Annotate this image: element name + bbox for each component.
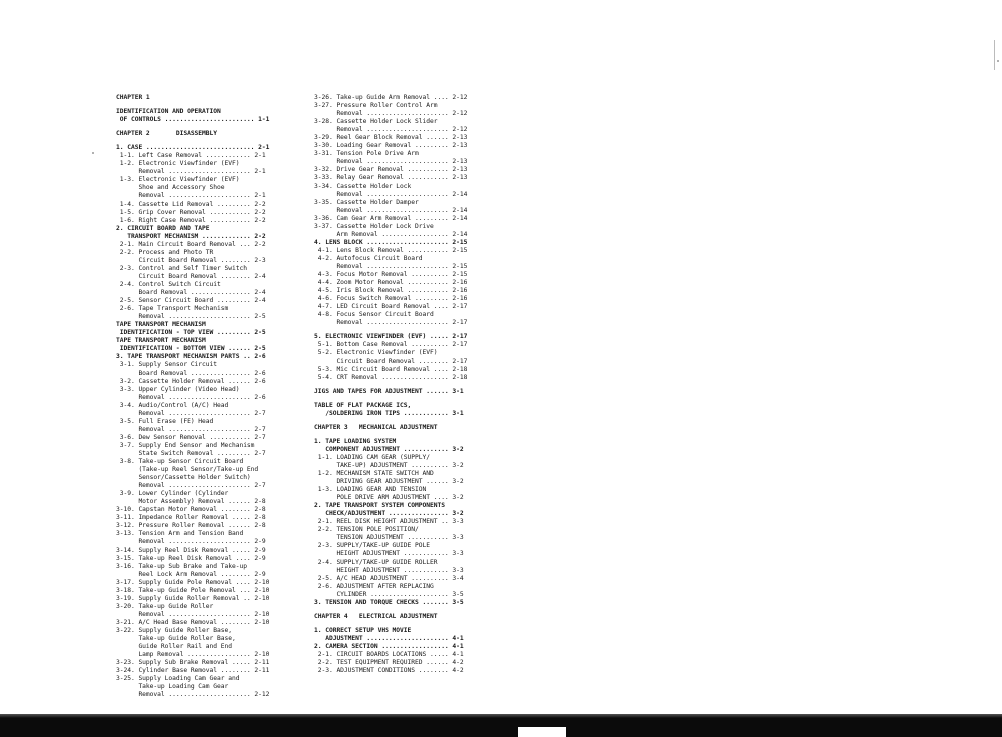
toc-entry: State Switch Removal ......... 2-7 <box>116 449 266 457</box>
toc-heading: IDENTIFICATION AND OPERATION <box>116 108 221 116</box>
toc-heading: 1. CORRECT SETUP VHS MOVIE <box>314 626 412 634</box>
toc-entry: 3-3. Upper Cylinder (Video Head) <box>116 385 240 393</box>
toc-entry: 3-32. Drive Gear Removal ........... 2-13 <box>314 166 468 174</box>
toc-entry: Arm Removal .................. 2-14 <box>314 230 468 238</box>
toc-entry: Removal ...................... 2-15 <box>314 262 468 270</box>
toc-entry: 4-2. Autofocus Circuit Board <box>314 254 423 262</box>
toc-entry: HEIGHT ADJUSTMENT ............ 3-3 <box>314 550 464 558</box>
toc-heading: 5. ELECTRONIC VIEWFINDER (EVF) ..... 2-17 <box>314 333 468 341</box>
toc-entry: 2-2. TENSION POLE POSITION/ <box>314 526 419 534</box>
toc-heading: CHAPTER 3 MECHANICAL ADJUSTMENT <box>314 423 438 431</box>
toc-entry: 3-16. Take-up Sub Brake and Take-up <box>116 562 247 570</box>
toc-entry: 2-4. Control Switch Circuit <box>116 280 221 288</box>
toc-entry: 1-3. Electronic Viewfinder (EVF) <box>116 176 240 184</box>
toc-entry: 3-30. Loading Gear Removal ......... 2-13 <box>314 142 468 150</box>
toc-entry: Motor Assembly) Removal ...... 2-8 <box>116 498 266 506</box>
scan-white-tab <box>518 727 566 737</box>
toc-entry: 3-22. Supply Guide Roller Base, <box>116 627 232 634</box>
toc-entry: 3-8. Take-up Sensor Circuit Board <box>116 458 244 466</box>
toc-entry: Circuit Board Removal ........ 2-4 <box>116 272 266 280</box>
toc-entry: 3-37. Cassette Holder Lock Drive <box>314 222 434 230</box>
toc-entry: DRIVING GEAR ADJUSTMENT ...... 3-2 <box>314 478 464 486</box>
toc-entry: 4-5. Iris Block Removal ........... 2-16 <box>314 287 468 295</box>
toc-heading: 4. LENS BLOCK ...................... 2-15 <box>314 238 468 246</box>
toc-heading: 2. CAMERA SECTION .................. 4-1 <box>314 642 464 650</box>
toc-entry: Removal ...................... 2-12 <box>314 126 468 134</box>
toc-entry: 4-8. Focus Sensor Circuit Board <box>314 311 434 319</box>
toc-entry: 3-12. Pressure Roller Removal ...... 2-8 <box>116 522 266 530</box>
toc-entry: 3-24. Cylinder Base Removal ........ 2-11 <box>116 667 270 675</box>
toc-entry: 3-5. Full Erase (FE) Head <box>116 417 214 425</box>
toc-entry: 4-4. Zoom Motor Removal ........... 2-16 <box>314 279 468 287</box>
toc-entry: 2-2. TEST EQUIPMENT REQUIRED ...... 4-2 <box>314 659 464 667</box>
toc-entry: Board Removal ................ 2-6 <box>116 369 266 377</box>
toc-entry: 1-3. LOADING GEAR AND TENSION <box>314 486 427 494</box>
toc-entry: 2-1. CIRCUIT BOARDS LOCATIONS ..... 4-1 <box>314 651 464 658</box>
scan-bottom-border <box>0 714 1002 737</box>
toc-heading: CHECK/ADJUSTMENT ................ 3-2 <box>314 510 464 518</box>
toc-entry: 3-14. Supply Reel Disk Removal ..... 2-9 <box>116 546 266 554</box>
toc-entry: 4-3. Focus Motor Removal .......... 2-15 <box>314 271 468 279</box>
toc-entry: TAKE-UP) ADJUSTMENT .......... 3-2 <box>314 461 464 469</box>
toc-heading: CHAPTER 1 <box>116 94 150 101</box>
toc-entry: 2-6. ADJUSTMENT AFTER REPLACING <box>314 582 434 590</box>
toc-entry: 2-3. SUPPLY/TAKE-UP GUIDE POLE <box>314 542 430 550</box>
toc-right-column <box>314 94 499 675</box>
toc-entry: 1-2. MECHANISM STATE SWITCH AND <box>314 470 434 478</box>
toc-entry: 2-2. Process and Photo TR <box>116 248 214 256</box>
toc-entry: 3-13. Tension Arm and Tension Band <box>116 530 244 538</box>
toc-entry: 3-31. Tension Pole Drive Arm <box>314 150 419 158</box>
toc-entry: 3-19. Supply Guide Roller Removal .. 2-10 <box>116 594 270 602</box>
toc-entry: Removal ...................... 2-17 <box>314 319 468 327</box>
toc-entry: Take-up Guide Roller Base, <box>116 635 236 643</box>
toc-entry: 1-2. Electronic Viewfinder (EVF) <box>116 160 240 168</box>
toc-entry: 2-1. REEL DISK HEIGHT ADJUSTMENT .. 3-3 <box>314 518 464 526</box>
toc-entry: 3-6. Dew Sensor Removal ........... 2-7 <box>116 433 266 441</box>
toc-entry: Removal ...................... 2-12 <box>116 691 270 699</box>
toc-entry: Take-up Loading Cam Gear <box>116 683 229 691</box>
toc-entry: Removal ...................... 2-7 <box>116 409 266 417</box>
toc-heading: CHAPTER 4 ELECTRICAL ADJUSTMENT <box>314 612 438 620</box>
toc-entry: 3-15. Take-up Reel Disk Removal .... 2-9 <box>116 554 266 562</box>
scan-speck <box>997 60 999 62</box>
toc-entry: 2-4. SUPPLY/TAKE-UP GUIDE ROLLER <box>314 558 438 566</box>
toc-entry: 3-35. Cassette Holder Damper <box>314 198 419 206</box>
toc-heading: TAPE TRANSPORT MECHANISM <box>116 321 206 329</box>
toc-entry: (Take-up Reel Sensor/Take-up End <box>116 466 259 474</box>
toc-entry: 5-1. Bottom Case Removal .......... 2-17 <box>314 341 468 349</box>
toc-entry: 2-1. Main Circuit Board Removal ... 2-2 <box>116 240 266 248</box>
toc-entry: 2-5. A/C HEAD ADJUSTMENT .......... 3-4 <box>314 574 464 582</box>
toc-heading: 2. TAPE TRANSPORT SYSTEM COMPONENTS <box>314 502 445 510</box>
toc-entry: 3-17. Supply Guide Pole Removal .... 2-10 <box>116 578 270 586</box>
toc-entry: 5-2. Electronic Viewfinder (EVF) <box>314 349 438 357</box>
toc-entry: Shoe and Accessory Shoe <box>116 184 225 192</box>
toc-entry: 3-18. Take-up Guide Pole Removal ... 2-10 <box>116 586 270 594</box>
toc-entry: 4-7. LED Circuit Board Removal .... 2-17 <box>314 303 468 311</box>
toc-entry: 3-27. Pressure Roller Control Arm <box>314 102 438 110</box>
toc-entry: Removal ...................... 2-5 <box>116 313 266 321</box>
toc-entry: 3-23. Supply Sub Brake Removal ..... 2-11 <box>116 659 270 667</box>
toc-entry: Reel Lock Arm Removal ........ 2-9 <box>116 570 266 578</box>
toc-entry: 3-10. Capstan Motor Removal ........ 2-8 <box>116 506 266 514</box>
toc-entry: Circuit Board Removal ........ 2-3 <box>116 256 266 264</box>
toc-entry: POLE DRIVE ARM ADJUSTMENT .... 3-2 <box>314 494 464 502</box>
toc-entry: 3-7. Supply End Sensor and Mechanism <box>116 441 255 449</box>
toc-heading: 3. TAPE TRANSPORT MECHANISM PARTS .. 2-6 <box>116 353 266 361</box>
toc-entry: 1-1. Left Case Removal ............ 2-1 <box>116 152 266 160</box>
toc-entry: Removal ...................... 2-7 <box>116 482 266 490</box>
toc-entry: 3-21. A/C Head Base Removal ........ 2-10 <box>116 618 270 626</box>
toc-entry: 1-1. LOADING CAM GEAR (SUPPLY/ <box>314 453 430 461</box>
toc-heading: 3. TENSION AND TORQUE CHECKS ....... 3-5 <box>314 598 464 606</box>
toc-entry: 3-34. Cassette Holder Lock <box>314 182 412 190</box>
toc-entry: Circuit Board Removal ........ 2-17 <box>314 357 468 365</box>
scan-speck <box>92 152 94 154</box>
toc-entry: Guide Roller Rail and End <box>116 643 232 651</box>
toc-entry: Removal ...................... 2-12 <box>314 110 468 118</box>
toc-entry: Removal ...................... 2-13 <box>314 158 468 166</box>
toc-entry: Removal ...................... 2-10 <box>116 610 270 618</box>
toc-heading: TAPE TRANSPORT MECHANISM <box>116 337 206 345</box>
toc-heading: 2. CIRCUIT BOARD AND TAPE <box>116 224 210 232</box>
toc-entry: Board Removal ................ 2-4 <box>116 289 266 297</box>
toc-entry: 3-1. Supply Sensor Circuit <box>116 361 218 369</box>
toc-entry: 4-6. Focus Switch Removal ......... 2-16 <box>314 295 468 303</box>
toc-entry: 1-5. Grip Cover Removal ........... 2-2 <box>116 208 266 216</box>
toc-entry: Sensor/Cassette Holder Switch) <box>116 474 251 482</box>
toc-entry: Removal ...................... 2-14 <box>314 206 468 214</box>
toc-entry: 2-6. Tape Transport Mechanism <box>116 305 229 313</box>
toc-entry: 2-3. ADJUSTMENT CONDITIONS ........ 4-2 <box>314 667 464 675</box>
toc-heading: ADJUSTMENT ...................... 4-1 <box>314 634 464 642</box>
toc-heading: COMPONENT ADJUSTMENT ............ 3-2 <box>314 445 464 453</box>
toc-entry: Removal ...................... 2-6 <box>116 393 266 401</box>
toc-entry: 5-3. Mic Circuit Board Removal .... 2-18 <box>314 365 468 373</box>
toc-entry: 3-28. Cassette Holder Lock Slider <box>314 118 438 126</box>
toc-entry: TENSION ADJUSTMENT ........... 3-3 <box>314 534 464 542</box>
toc-heading: IDENTIFICATION - TOP VIEW ......... 2-5 <box>116 329 266 337</box>
toc-left-column <box>116 94 301 699</box>
toc-entry: 3-25. Supply Loading Cam Gear and <box>116 675 240 683</box>
toc-entry: 2-5. Sensor Circuit Board ......... 2-4 <box>116 297 266 305</box>
toc-heading: 1. TAPE LOADING SYSTEM <box>314 437 397 445</box>
toc-entry: 3-33. Relay Gear Removal ........... 2-13 <box>314 174 468 182</box>
toc-heading: TABLE OF FLAT PACKAGE ICS, <box>314 401 412 409</box>
toc-entry: 3-36. Cam Gear Arm Removal ......... 2-14 <box>314 214 468 222</box>
toc-heading: JIGS AND TAPES FOR ADJUSTMENT ...... 3-1 <box>314 387 464 395</box>
toc-heading: CHAPTER 2 DISASSEMBLY <box>116 130 218 138</box>
toc-entry: 3-2. Cassette Holder Removal ...... 2-6 <box>116 377 266 385</box>
toc-heading: /SOLDERING IRON TIPS ............ 3-1 <box>314 409 464 417</box>
toc-heading: IDENTIFICATION - BOTTOM VIEW ...... 2-5 <box>116 345 266 353</box>
toc-entry: 3-29. Reel Gear Block Removal ...... 2-13 <box>314 134 468 142</box>
toc-entry: 3-9. Lower Cylinder (Cylinder <box>116 490 229 498</box>
toc-heading: OF CONTROLS ........................ 1-1 <box>116 116 270 124</box>
toc-heading: 1. CASE ............................. 2-1 <box>116 144 270 152</box>
toc-entry: 4-1. Lens Block Removal ........... 2-15 <box>314 246 468 254</box>
toc-entry: 2-3. Control and Self Timer Switch <box>116 264 247 272</box>
toc-entry: Removal ...................... 2-1 <box>116 192 266 200</box>
toc-entry: Removal ...................... 2-9 <box>116 538 266 546</box>
toc-entry: 1-4. Cassette Lid Removal ......... 2-2 <box>116 200 266 208</box>
toc-entry: 3-4. Audio/Control (A/C) Head <box>116 401 229 409</box>
toc-heading: TRANSPORT MECHANISM ............. 2-2 <box>116 232 266 240</box>
toc-entry: 5-4. CRT Removal .................. 2-18 <box>314 373 468 381</box>
toc-entry: HEIGHT ADJUSTMENT ............ 3-3 <box>314 566 464 574</box>
scan-bottom-fade <box>0 714 1002 718</box>
toc-entry: Removal ...................... 2-1 <box>116 168 266 176</box>
toc-entry: 3-26. Take-up Guide Arm Removal .... 2-12 <box>314 94 468 101</box>
toc-entry: Removal ...................... 2-7 <box>116 425 266 433</box>
toc-entry: Lamp Removal ................. 2-10 <box>116 651 270 659</box>
toc-entry: 3-20. Take-up Guide Roller <box>116 602 214 610</box>
toc-entry: CYLINDER ..................... 3-5 <box>314 590 464 598</box>
toc-entry: 3-11. Impedance Roller Removal ..... 2-8 <box>116 514 266 522</box>
scan-edge-mark <box>994 40 995 70</box>
toc-entry: 1-6. Right Case Removal ........... 2-2 <box>116 216 266 224</box>
toc-entry: Removal ...................... 2-14 <box>314 190 468 198</box>
